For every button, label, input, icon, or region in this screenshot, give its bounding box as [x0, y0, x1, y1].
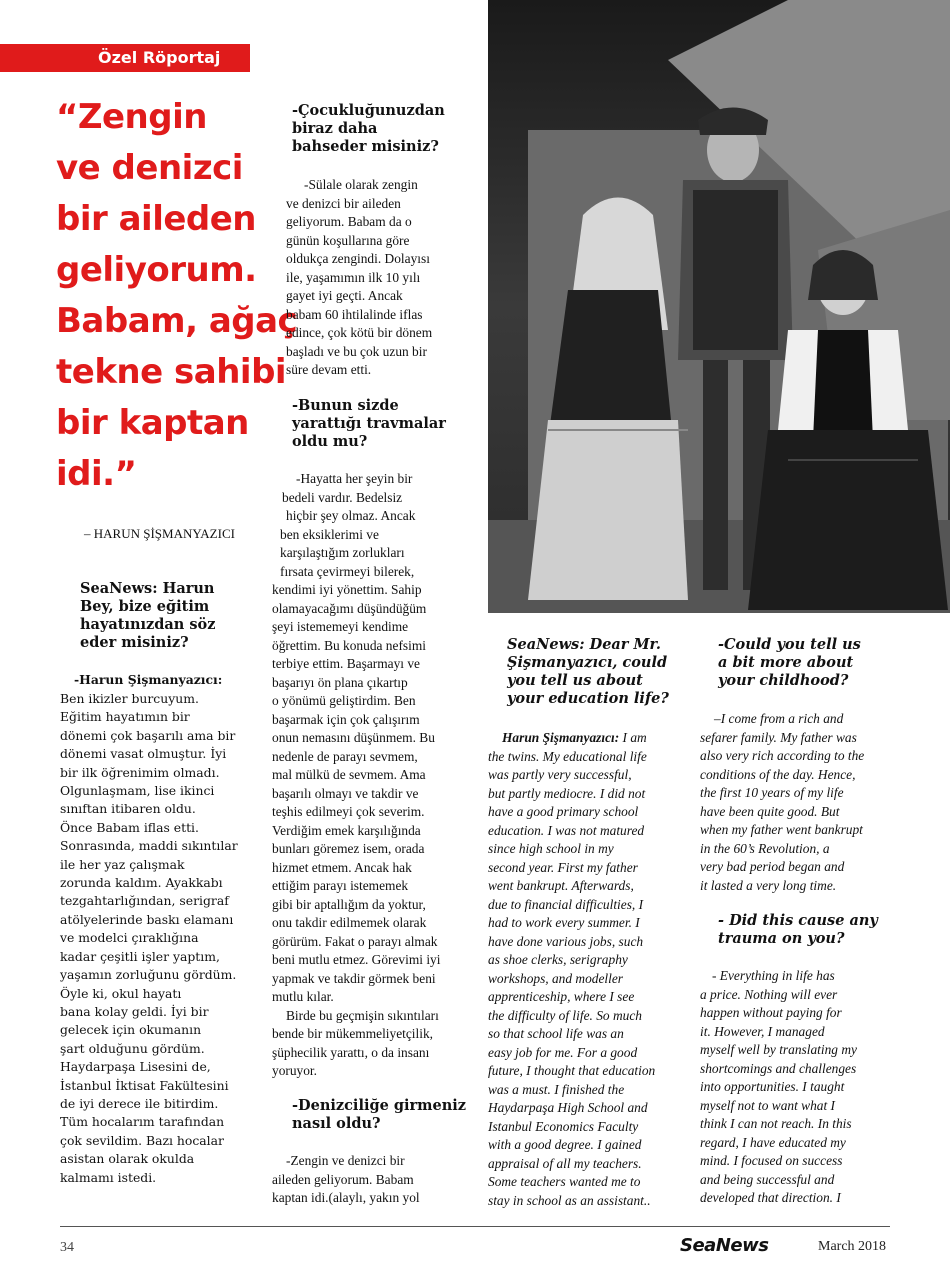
- text-line: it. However, I managed: [700, 1023, 825, 1039]
- pull-quote-line: tekne sahibi: [56, 352, 287, 392]
- text-line: happen without paying for: [700, 1005, 842, 1020]
- text-line: İstanbul İktisat Fakültesini: [60, 1077, 229, 1093]
- question-line: - Did this cause any: [718, 912, 878, 929]
- text-line: think I can not reach. In this: [700, 1116, 852, 1131]
- text-line: dönemi çok başarılı ama bir: [60, 727, 236, 743]
- text-line: Eğitim hayatımın bir: [60, 709, 190, 725]
- text-line: dönemi vasat olmuştur. İyi: [60, 746, 227, 762]
- text-line: have been quite good. But: [700, 803, 840, 819]
- text-line: myself well by translating my: [700, 1042, 857, 1057]
- text-line: was a must. I finished the: [488, 1081, 625, 1097]
- text-line: görürüm. Fakat o parayı almak: [272, 933, 438, 949]
- text-line: öğrettim. Bu konuda nefsimi: [272, 637, 426, 653]
- text-line: bana kolay geldi. İyi bir: [60, 1003, 209, 1019]
- text-line: bende bir mükemmeliyetçilik,: [272, 1026, 434, 1041]
- text-line: mind. I focused on success: [700, 1153, 843, 1168]
- col2-question-1: [292, 102, 445, 156]
- text-line: -Zengin ve denizci bir: [286, 1153, 405, 1168]
- issue-date: March 2018: [818, 1239, 887, 1254]
- text-line: education. I was not matured: [488, 822, 645, 838]
- question-line: hayatınızdan söz: [80, 616, 216, 633]
- text-line: süre devam etti.: [286, 362, 372, 377]
- text-line: teşhis edilmeyi çok severim.: [272, 804, 425, 819]
- text-line: zorunda kaldım. Ayakkabı: [60, 875, 223, 891]
- text-line: it lasted a very long time.: [700, 877, 837, 893]
- text-line: şart olduğunu gördüm.: [60, 1040, 205, 1056]
- text-line: Istanbul Economics Faculty: [488, 1118, 639, 1134]
- text-line: as shoe clerks, serigraphy: [488, 952, 628, 967]
- question-line: eder misiniz?: [80, 634, 189, 651]
- text-line: - Everything in life has: [712, 968, 835, 983]
- text-line: mal mülkü de sevmem. Ama: [272, 767, 426, 782]
- text-line: Some teachers wanted me to: [488, 1174, 641, 1189]
- pull-quote-line: bir aileden: [56, 199, 257, 239]
- question-line: biraz daha: [292, 120, 378, 137]
- text-line: gibi bir aptallığım da yoktur,: [272, 896, 426, 912]
- pull-quote-line: idi.”: [56, 454, 137, 494]
- text-line: başarmak için çok çalışırım: [272, 711, 420, 727]
- text-line: ben eksiklerimi ve: [280, 526, 379, 542]
- text-line: developed that direction. I: [700, 1190, 841, 1205]
- text-line: have done various jobs, such: [488, 933, 644, 949]
- text-line: oldukça zengindi. Dolayısı: [286, 251, 430, 266]
- text-line: Haydarpaşa High School and: [488, 1100, 648, 1115]
- text-line: yaşamın zorluğunu gördüm.: [60, 967, 237, 983]
- question-line: Şişmanyazıcı, could: [507, 654, 668, 671]
- text-line: since high school in my: [488, 841, 614, 856]
- text-line: asistan olarak okulda: [60, 1151, 195, 1167]
- seanews-logo: SeaNews: [680, 1235, 769, 1256]
- col2-question-2: [292, 397, 446, 451]
- speaker-text: I am: [619, 730, 647, 745]
- text-line: ve denizci bir aileden: [286, 195, 401, 211]
- text-line: into opportunities. I taught: [700, 1079, 845, 1094]
- footer-rule: [60, 1226, 890, 1227]
- question-line: Bey, bize eğitim: [80, 598, 210, 615]
- text-line: bunları göremez isem, orada: [272, 841, 425, 856]
- question-line: SeaNews: Dear Mr.: [507, 636, 661, 653]
- text-line: second year. First my father: [488, 859, 638, 875]
- col2-answer-2: [272, 470, 440, 1081]
- question-line: a bit more about: [718, 654, 854, 671]
- text-line: sefarer family. My father was: [700, 729, 857, 745]
- text-line: very bad period began and: [700, 859, 845, 874]
- text-line: Haydarpaşa Lisesini de,: [60, 1059, 211, 1075]
- text-line: o yönümü geliştirdim. Ben: [272, 693, 416, 708]
- speaker-name: Harun Şişmanyazıcı:: [502, 730, 620, 745]
- question-line: oldu mu?: [292, 433, 368, 450]
- question-line: -Çocukluğunuzdan: [292, 102, 445, 119]
- text-line: ile her yaz çalışmak: [60, 856, 185, 872]
- text-line: onun nemasını düşünmem. Bu: [272, 730, 435, 745]
- text-line: Sonrasında, maddi sıkıntılar: [60, 838, 238, 854]
- col3-question: [507, 636, 669, 708]
- section-tab: Özel Röportaj: [0, 44, 250, 72]
- text-line: workshops, and modeller: [488, 970, 624, 986]
- col1-answer: [60, 690, 256, 1187]
- text-line: gayet iyi geçti. Ancak: [286, 288, 403, 303]
- text-line: tezgahtarlığından, serigraf: [60, 893, 229, 909]
- text-line: hizmet etmem. Ancak hak: [272, 859, 412, 875]
- text-line: Öyle ki, okul hayatı: [60, 985, 182, 1001]
- question-line: -Bunun sizde: [292, 397, 399, 414]
- question-line: your education life?: [507, 690, 669, 707]
- text-line: the difficulty of life. So much: [488, 1007, 642, 1023]
- text-line: [488, 729, 655, 748]
- text-line: myself not to want what I: [700, 1097, 836, 1113]
- col4-question-2: [718, 912, 878, 948]
- text-line: kalmamı istedi.: [60, 1169, 157, 1185]
- text-line: so that school life was an: [488, 1026, 624, 1041]
- col2-answer-1: [286, 176, 432, 380]
- text-line: have a good primary school: [488, 804, 639, 819]
- question-line: yarattığı travmalar: [292, 415, 446, 432]
- text-line: çok sevildim. Bazı hocalar: [60, 1132, 224, 1148]
- text-line: Birde bu geçmişin sıkıntıları: [286, 1007, 439, 1023]
- quote-attribution: – HARUN ŞİŞMANYAZICI: [84, 526, 235, 541]
- text-line: şeyi istememeyi kendime: [272, 619, 409, 634]
- text-line: onu takdir edilmemek olarak: [272, 915, 427, 930]
- text-line: Olgunlaşmam, lise ikinci: [60, 783, 215, 799]
- text-line: -Hayatta her şeyin bir: [296, 471, 413, 486]
- text-line: şüphecilik yarattı, o da insanı: [272, 1044, 430, 1060]
- text-line: had to work every summer. I: [488, 915, 640, 930]
- text-line: gelecek için okumanın: [60, 1022, 202, 1038]
- text-line: ettiğim parayı istememek: [272, 878, 409, 893]
- text-line: with a good degree. I gained: [488, 1137, 642, 1152]
- text-line: bedeli vardır. Bedelsiz: [282, 489, 403, 505]
- question-line: SeaNews: Harun: [80, 580, 215, 597]
- text-line: kadar çeşitli işler yaptım,: [60, 948, 220, 964]
- col4-answer-1: [700, 710, 864, 895]
- stage-photo-illustration: [488, 0, 950, 613]
- text-line: atölyelerinde baskı elamanı: [60, 911, 234, 927]
- text-line: and being successful and: [700, 1171, 835, 1187]
- text-line: başarıyı ön plana çıkartıp: [272, 674, 408, 690]
- text-line: but partly mediocre. I did not: [488, 785, 646, 801]
- text-line: –I come from a rich and: [714, 711, 844, 726]
- text-line: de iyi derece ile bitirdim.: [60, 1095, 219, 1111]
- text-line: aileden geliyorum. Babam: [272, 1171, 414, 1187]
- question-line: trauma on you?: [718, 930, 845, 947]
- text-line: ve modelci çıraklığına: [60, 930, 199, 946]
- text-line: the twins. My educational life: [488, 748, 647, 764]
- text-line: future, I thought that education: [488, 1063, 656, 1078]
- col4-answer-2: [700, 967, 857, 1208]
- text-line: başarılı olmayı ve takdir ve: [272, 785, 419, 801]
- text-line: sınıftan itibaren oldu.: [60, 801, 196, 817]
- text-line: ile, yaşamımın ilk 10 yılı: [286, 269, 421, 285]
- question-line: -Denizciliğe girmeniz: [292, 1097, 467, 1114]
- text-line: yoruyor.: [272, 1063, 318, 1078]
- text-line: kaptan idi.(alaylı, yakın yol: [272, 1190, 420, 1205]
- question-line: nasıl oldu?: [292, 1115, 381, 1132]
- text-line: karşılaştığım zorlukları: [280, 545, 405, 560]
- text-line: due to financial difficulties, I: [488, 896, 644, 912]
- text-line: -Sülale olarak zengin: [304, 177, 418, 192]
- text-line: Verdiğim emek karşılığında: [272, 822, 421, 838]
- text-line: apprenticeship, where I see: [488, 989, 635, 1004]
- col4-question-1: [718, 636, 861, 690]
- text-line: also very rich according to the: [700, 748, 865, 763]
- text-line: edince, çok kötü bir dönem: [286, 325, 433, 340]
- text-line: olamayacağımı düşündüğüm: [272, 600, 427, 616]
- col1-question: [80, 580, 215, 652]
- text-line: yapmak ve takdir görmek beni: [272, 970, 436, 986]
- col2-question-3: [292, 1097, 466, 1133]
- text-line: appraisal of all my teachers.: [488, 1155, 642, 1171]
- page-number: 34: [60, 1240, 74, 1255]
- text-line: başladı ve bu çok uzun bir: [286, 343, 427, 359]
- text-line: Önce Babam iflas etti.: [60, 819, 199, 835]
- pull-quote: [56, 92, 298, 500]
- text-line: Ben ikizler burcuyum.: [60, 691, 199, 706]
- pull-quote-line: ve denizci: [56, 148, 243, 188]
- question-line: bahseder misiniz?: [292, 138, 439, 155]
- text-line: bir ilk öğrenimim olmadı.: [60, 764, 220, 780]
- pull-quote-line: Babam, ağaç: [56, 301, 298, 341]
- question-line: your childhood?: [718, 672, 849, 689]
- question-line: -Could you tell us: [718, 636, 861, 653]
- pull-quote-line: bir kaptan: [56, 403, 249, 443]
- col2-answer-3: [272, 1152, 420, 1208]
- text-line: conditions of the day. Hence,: [700, 766, 856, 782]
- text-line: was partly very successful,: [488, 767, 632, 782]
- text-line: mutlu kılar.: [272, 989, 334, 1004]
- text-line: in the 60’s Revolution, a: [700, 840, 830, 856]
- text-line: stay in school as an assistant..: [488, 1192, 651, 1208]
- text-line: shortcomings and challenges: [700, 1060, 857, 1076]
- text-line: when my father went bankrupt: [700, 822, 863, 837]
- text-line: regard, I have educated my: [700, 1134, 846, 1150]
- text-line: babam 60 ihtilalinde iflas: [286, 306, 423, 322]
- text-line: easy job for me. For a good: [488, 1044, 638, 1060]
- col3-answer: [488, 729, 655, 1210]
- pull-quote-line: geliyorum.: [56, 250, 257, 290]
- text-line: fırsata çevirmeyi bilerek,: [280, 563, 415, 579]
- text-line: kendimi iyi yönettim. Sahip: [272, 582, 422, 597]
- text-line: a price. Nothing will ever: [700, 986, 838, 1002]
- text-line: hiçbir şey olmaz. Ancak: [286, 508, 416, 523]
- question-line: you tell us about: [507, 672, 643, 689]
- pull-quote-line: “Zengin: [56, 97, 207, 137]
- col1-speaker: -Harun Şişmanyazıcı:: [74, 672, 223, 687]
- text-line: the first 10 years of my life: [700, 785, 844, 800]
- text-line: beni mutlu etmez. Görevimi iyi: [272, 952, 441, 967]
- stage-photo: [488, 0, 950, 613]
- text-line: nedenle de parayı sevmem,: [272, 748, 418, 764]
- text-line: went bankrupt. Afterwards,: [488, 878, 634, 893]
- text-line: günün koşullarına göre: [286, 232, 410, 248]
- text-line: terbiye ettim. Başarmayı ve: [272, 656, 420, 671]
- text-line: geliyorum. Babam da o: [286, 214, 412, 229]
- text-line: Tüm hocalarım tarafından: [60, 1114, 225, 1130]
